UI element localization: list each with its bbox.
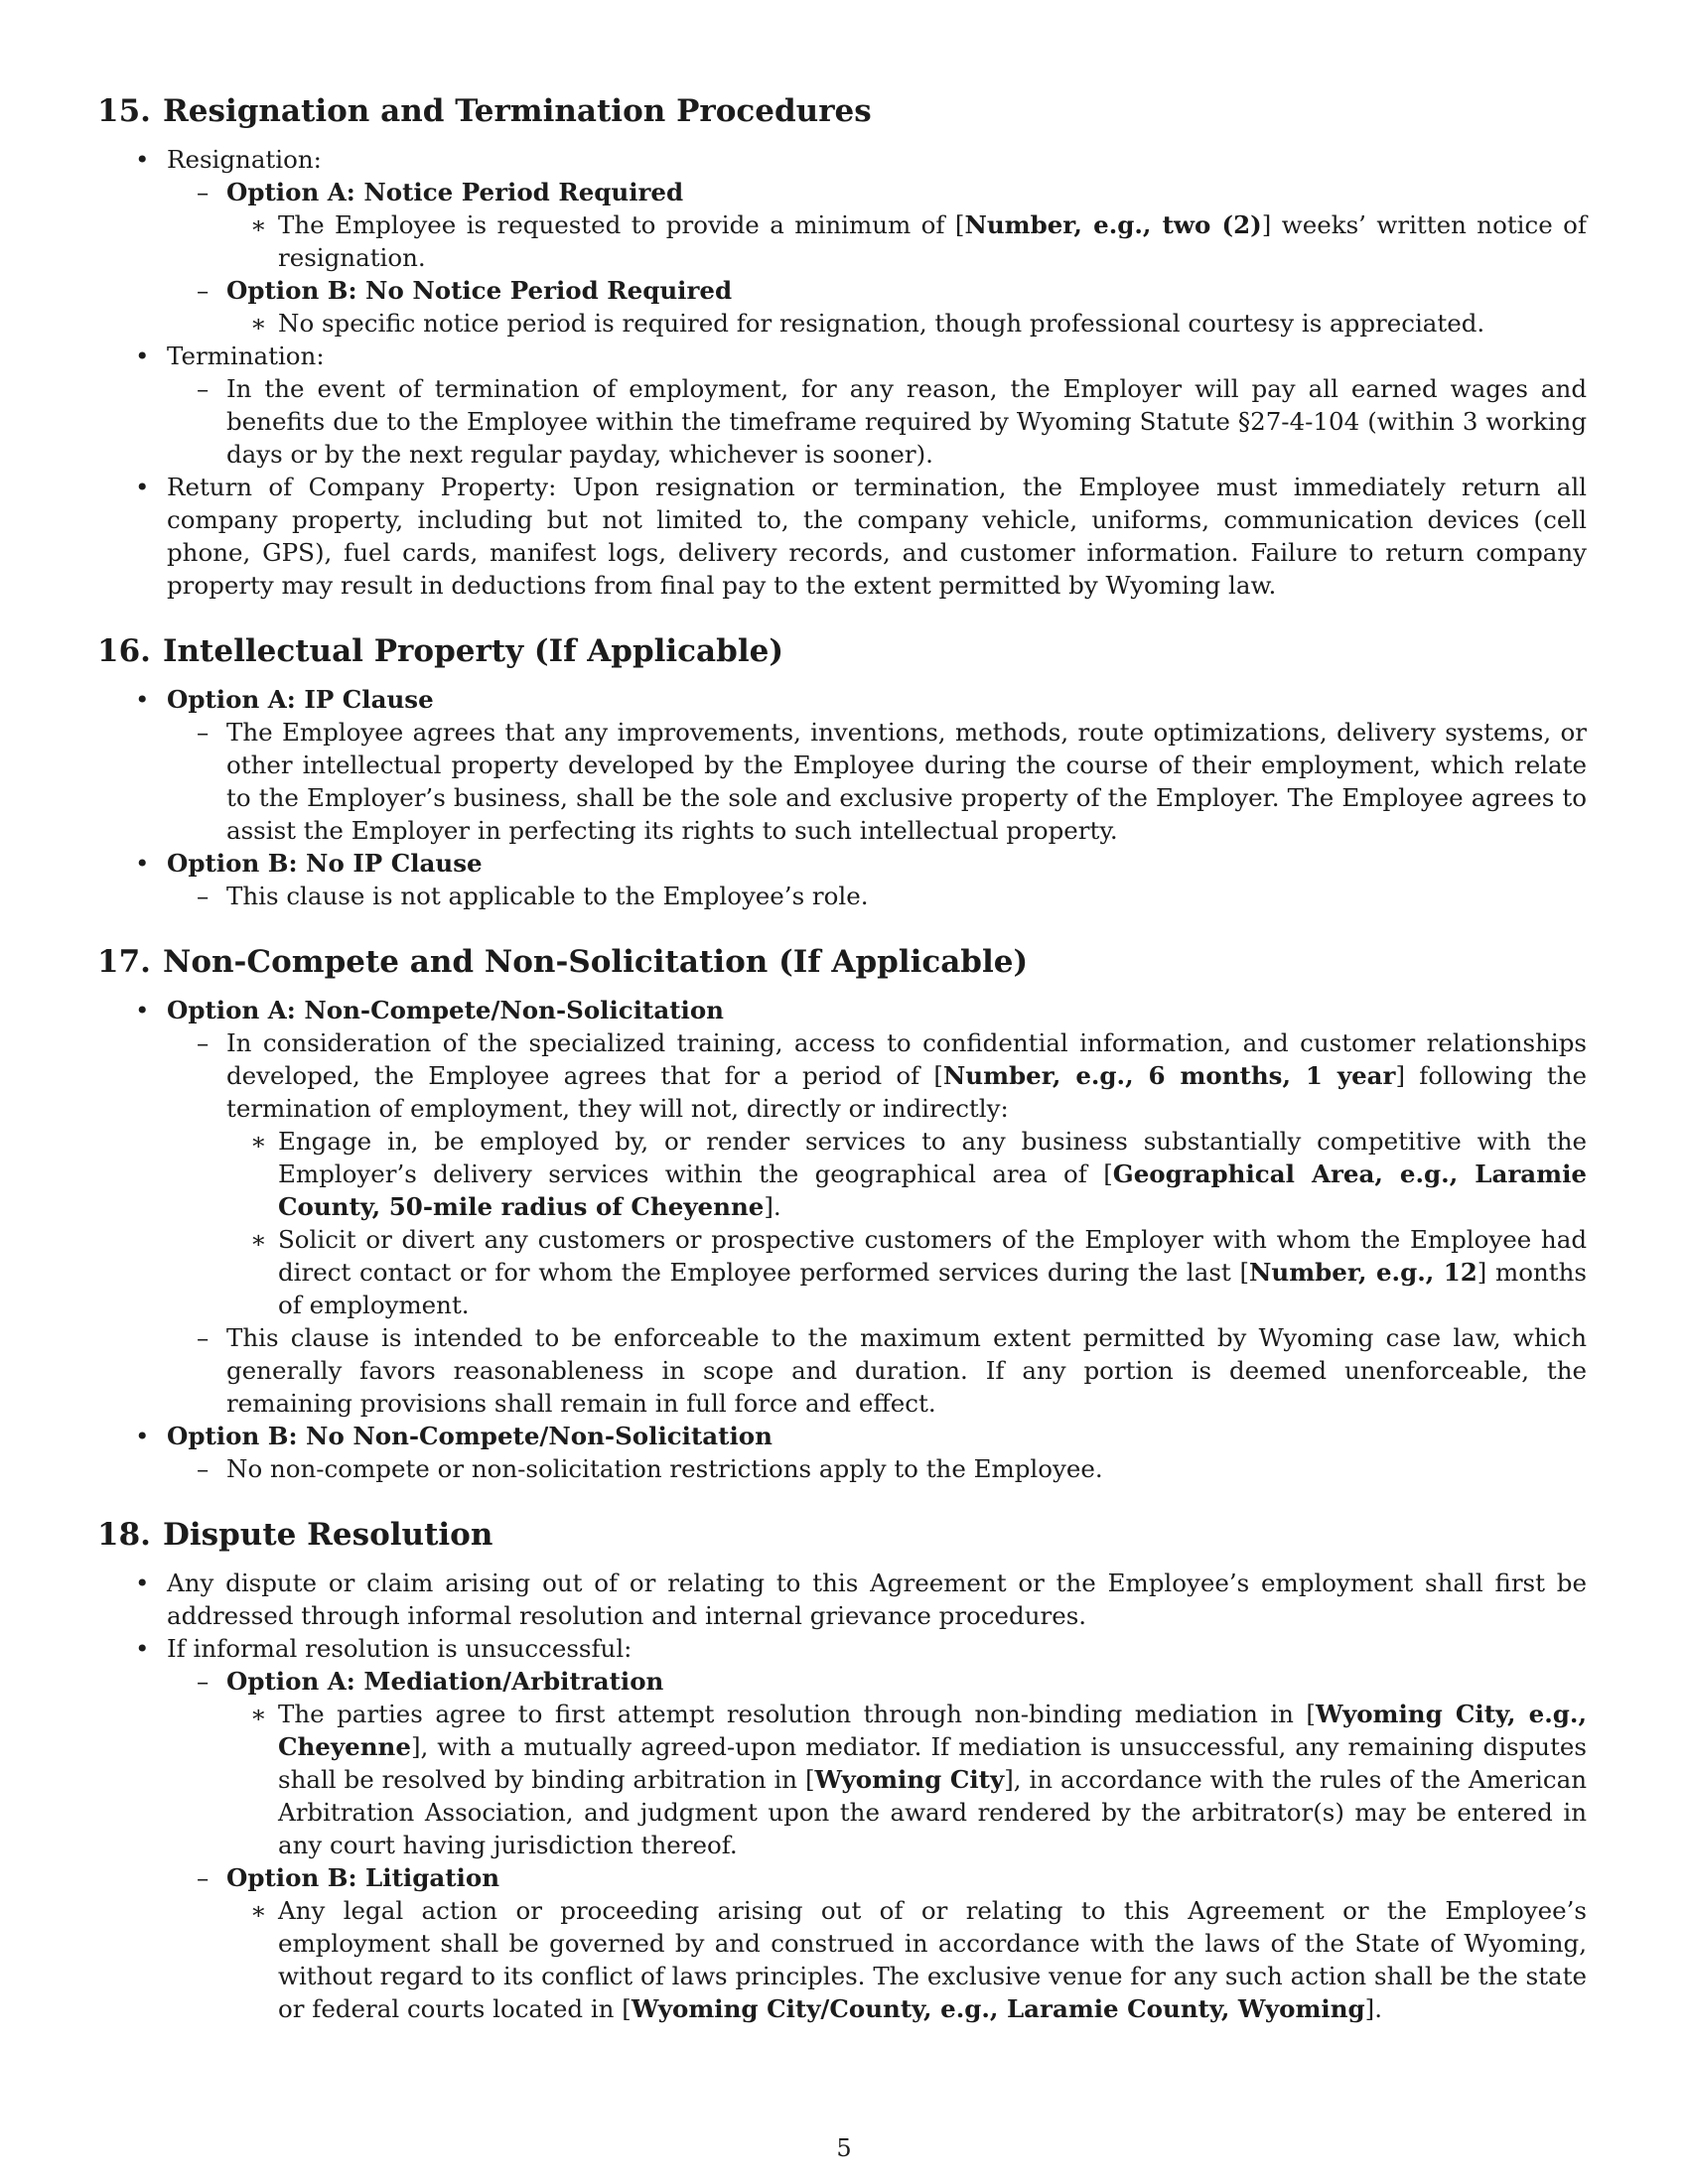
sub-sub-list — [226, 1698, 1587, 1861]
sub-list — [167, 1026, 1587, 1420]
section-heading — [97, 631, 1587, 671]
page-number: 5 — [836, 2134, 852, 2162]
list-item: – This clause is not applicable to the Employee’s role. — [167, 880, 1587, 912]
document-page — [97, 91, 1587, 2055]
list-item: • Any dispute or claim arising out of or relating to this Agreement or the Employee’s employment shall first be addressed through informal resolution and internal grievance procedures. — [97, 1567, 1587, 1632]
sub-list — [167, 880, 1587, 912]
placeholder-text: Number, e.g., 12 — [1249, 1258, 1477, 1287]
clause-text: ], in accordance with the rules of the American Arbitration Association, and judgment upon the award rendered by the arbitrator(s) may be entered in any court having jurisdiction thereof. — [278, 1765, 1587, 1859]
section-title: Resignation and Termination Procedures — [163, 93, 872, 129]
section-number: 18. — [97, 1517, 151, 1553]
list-item — [226, 1698, 1587, 1861]
placeholder-text: Number, e.g., two (2) — [964, 210, 1262, 239]
sub-list — [167, 176, 1587, 340]
section-18 — [97, 1515, 1587, 2025]
list-item: • Return of Company Property: Upon resignation or termination, the Employee must immediately return all company property, including but not limited to, the company vehicle, uniforms, communication devices (cell phone, GPS), fuel cards, manifest logs, delivery records, and customer information. Failure to return company property may result in deductions from final pay to the extent permitted by Wyoming law. — [97, 471, 1587, 602]
list-item — [167, 274, 1587, 340]
bullet-list — [97, 1567, 1587, 2025]
sub-sub-list — [226, 1894, 1587, 2025]
bullet-list — [97, 143, 1587, 602]
placeholder-text: Geographical Area, e.g., Laramie County, 50-mile radius of Cheyenne — [278, 1160, 1587, 1221]
clause-text: In consideration of the specialized training, access to confidential information, and customer relationships developed, the Employee agrees that for a period of [ — [226, 1028, 1587, 1090]
section-17 — [97, 942, 1587, 1485]
list-item — [167, 1026, 1587, 1321]
list-item — [167, 176, 1587, 274]
list-item: – This clause is intended to be enforceable to the maximum extent permitted by Wyoming case law, which generally favors reasonableness in scope and duration. If any portion is deemed unenforceable, the remaining provisions shall remain in full force and effect. — [167, 1321, 1587, 1420]
sub-list — [167, 372, 1587, 471]
clause-text: The Employee is requested to provide a minimum of [ — [278, 210, 965, 239]
clause-text: ] months of employment. — [278, 1258, 1588, 1319]
list-item: – The Employee agrees that any improvements, inventions, methods, route optimizations, delivery systems, or other intellectual property developed by the Employee during the course of their employment, which relate to the Employer’s business, shall be the sole and exclusive property of the Employer. The Employee agrees to assist the Employer in perfecting its rights to such intellectual property. — [167, 716, 1587, 847]
bullet-list — [97, 994, 1587, 1485]
sub-sub-list — [226, 1125, 1587, 1321]
list-item — [97, 340, 1587, 471]
sub-sub-list — [226, 208, 1587, 274]
list-item — [226, 208, 1587, 274]
option-title: Option A: Notice Period Required — [226, 178, 684, 206]
list-item — [97, 847, 1587, 912]
list-item: – In the event of termination of employment, for any reason, the Employer will pay all earned wages and benefits due to the Employee within the timeframe required by Wyoming Statute §27-4-104 (within 3 working days or by the next regular payday, whichever is sooner). — [167, 372, 1587, 471]
clause-text: Engage in, be employed by, or render services to any business substantially competitive with the Employer’s delivery services within the geographical area of [ — [278, 1127, 1587, 1188]
termination-label: Termination: — [167, 341, 325, 370]
list-item — [97, 994, 1587, 1420]
list-item — [97, 1420, 1587, 1485]
clause-text: Solicit or divert any customers or prospective customers of the Employer with whom the Employee had direct contact or for whom the Employee performed services during the last [ — [278, 1225, 1587, 1287]
list-item — [97, 1632, 1587, 2025]
list-item: – No non-compete or non-solicitation restrictions apply to the Employee. — [167, 1452, 1587, 1485]
section-16 — [97, 631, 1587, 912]
list-item — [97, 143, 1587, 340]
section-number: 15. — [97, 93, 151, 129]
option-title: Option A: Mediation/Arbitration — [226, 1667, 664, 1696]
list-item: ∗ No specific notice period is required for resignation, though professional courtesy is appreciated. — [226, 307, 1587, 340]
clause-text: ] weeks’ written notice of resignation. — [278, 210, 1587, 272]
list-item — [226, 1223, 1587, 1321]
section-title: Non-Compete and Non-Solicitation (If Applicable) — [163, 944, 1029, 980]
list-item — [226, 1894, 1587, 2025]
section-15 — [97, 91, 1587, 602]
section-number: 16. — [97, 633, 151, 669]
option-title: Option A: Non-Compete/Non-Solicitation — [167, 996, 724, 1024]
clause-text: The parties agree to first attempt resolution through non-binding mediation in [ — [278, 1700, 1316, 1728]
option-title: Option B: No Notice Period Required — [226, 276, 733, 305]
sub-list — [167, 716, 1587, 847]
section-heading — [97, 1515, 1587, 1555]
option-title: Option B: Litigation — [226, 1863, 500, 1892]
section-title: Intellectual Property (If Applicable) — [163, 633, 783, 669]
list-item — [97, 683, 1587, 847]
section-title: Dispute Resolution — [163, 1517, 493, 1553]
placeholder-text: Wyoming City — [814, 1765, 1005, 1794]
clause-text: ]. — [764, 1192, 781, 1221]
section-heading — [97, 91, 1587, 131]
list-item — [167, 1861, 1587, 2025]
clause-text: ], with a mutually agreed-upon mediator. If mediation is unsuccessful, any remaining disputes shall be resolved by binding arbitration in [ — [278, 1732, 1587, 1794]
section-heading — [97, 942, 1587, 982]
list-item — [167, 1665, 1587, 1861]
sub-sub-list — [226, 307, 1587, 340]
option-title: Option B: No IP Clause — [167, 849, 483, 878]
sub-list — [167, 1665, 1587, 2025]
clause-text: ] following the termination of employment, they will not, directly or indirectly: — [226, 1061, 1587, 1123]
clause-text: Any legal action or proceeding arising out of or relating to this Agreement or the Employee’s employment shall be governed by and construed in accordance with the laws of the State of Wyoming, without regard to its conflict of laws principles. The exclusive venue for any such action shall be the state or federal courts located in [ — [278, 1896, 1587, 2023]
placeholder-text: Wyoming City, e.g., Cheyenne — [278, 1700, 1587, 1761]
placeholder-text: Wyoming City/County, e.g., Laramie County, Wyoming — [631, 1994, 1365, 2023]
option-title: Option B: No Non-Compete/Non-Solicitation — [167, 1422, 773, 1450]
bullet-list — [97, 683, 1587, 912]
sub-list — [167, 1452, 1587, 1485]
clause-text: ]. — [1364, 1994, 1382, 2023]
list-item — [226, 1125, 1587, 1223]
placeholder-text: Number, e.g., 6 months, 1 year — [942, 1061, 1396, 1090]
informal-label: If informal resolution is unsuccessful: — [167, 1634, 633, 1663]
section-number: 17. — [97, 944, 151, 980]
option-title: Option A: IP Clause — [167, 685, 434, 714]
resignation-label: Resignation: — [167, 145, 322, 174]
